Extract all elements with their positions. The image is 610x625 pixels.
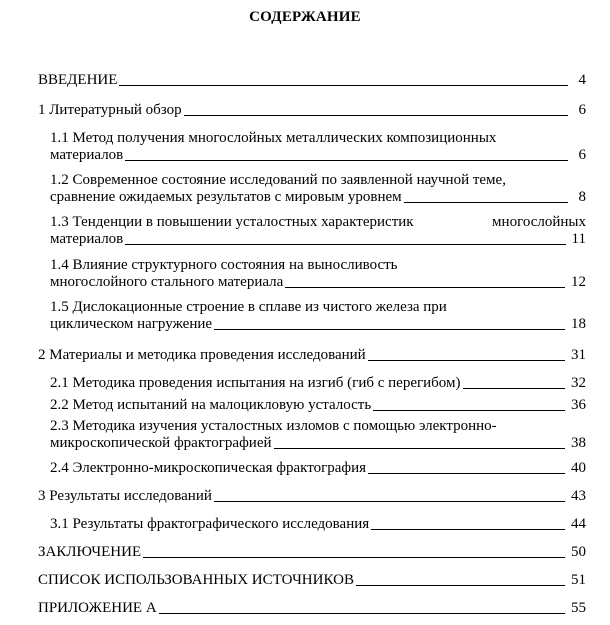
leader-line — [125, 244, 565, 245]
toc-page-number: 31 — [571, 347, 586, 363]
leader-line — [404, 202, 568, 203]
toc-page-number: 43 — [571, 488, 586, 504]
toc-entry-label: 1.1 Метод получения многослойных металлических композиционных — [50, 130, 497, 146]
toc-entry-label: 2.4 Электронно-микроскопическая фрактография — [50, 460, 367, 476]
toc-page-number: 51 — [571, 572, 586, 588]
leader-line — [119, 85, 568, 86]
toc-entry-label-cont: микроскопической фрактографией — [50, 435, 272, 451]
toc-entry-label: 2 Материалы и методика проведения исследований — [38, 347, 366, 363]
toc-entry-label: 1.5 Дислокационные строение в сплаве из чистого железа при — [50, 299, 447, 315]
toc-page-number: 12 — [571, 274, 586, 290]
toc-entry-label: 3 Результаты исследований — [38, 488, 212, 504]
toc-entry-label: 3.1 Результаты фрактографического исследования — [50, 516, 370, 532]
leader-line — [285, 287, 565, 288]
leader-line — [125, 160, 568, 161]
leader-line — [463, 388, 566, 389]
toc-entry-2-4[interactable] — [50, 460, 586, 477]
toc-page-number: 55 — [571, 600, 586, 616]
toc-entry-2-1[interactable] — [50, 375, 586, 392]
toc-page-number: 11 — [571, 231, 586, 247]
toc-entry-1-5[interactable] — [50, 299, 586, 333]
leader-line — [368, 360, 565, 361]
toc-entry-chapter-2[interactable] — [38, 347, 586, 364]
leader-line — [368, 473, 565, 474]
leader-line — [371, 529, 565, 530]
toc-entry-2-2[interactable] — [50, 397, 586, 414]
toc-entry-label-cont: многослойного стального материала — [50, 274, 284, 290]
leader-line — [159, 613, 565, 614]
toc-entry-label: ЗАКЛЮЧЕНИЕ — [38, 544, 142, 560]
toc-page-number: 40 — [571, 460, 586, 476]
toc-page-number: 18 — [571, 316, 586, 332]
toc-entry-appendix-a[interactable] — [38, 600, 586, 617]
toc-entry-label: ПРИЛОЖЕНИЕ А — [38, 600, 157, 616]
toc-page-number: 36 — [571, 397, 586, 413]
toc-entry-label: 1.2 Современное состояние исследований по заявленной научной теме, — [50, 172, 506, 188]
toc-entry-1-3[interactable] — [50, 214, 586, 248]
toc-entry-label: ВВЕДЕНИЕ — [38, 72, 118, 88]
toc-entry-references[interactable] — [38, 572, 586, 589]
toc-entry-label-cont: циклическом нагружение — [50, 316, 213, 332]
toc-entry-introduction[interactable] — [38, 72, 586, 89]
toc-entry-2-3[interactable] — [50, 418, 586, 452]
toc-entry-label: 1.4 Влияние структурного состояния на выносливость — [50, 257, 398, 273]
toc-entry-label: 2.2 Метод испытаний на малоцикловую усталость — [50, 397, 372, 413]
toc-entry-label-cont: сравнение ожидаемых результатов с мировым уровнем — [50, 189, 402, 205]
toc-entry-label-justified: многослойных — [492, 214, 586, 230]
toc-entry-label: 2.3 Методика изучения усталостных изломов с помощью электронно- — [50, 418, 497, 434]
leader-line — [214, 329, 565, 330]
toc-entry-label: СПИСОК ИСПОЛЬЗОВАННЫХ ИСТОЧНИКОВ — [38, 572, 354, 588]
toc-entry-3-1[interactable] — [50, 516, 586, 533]
toc-page-number: 38 — [571, 435, 586, 451]
toc-entry-label: 1.3 Тенденции в повышении усталостных характеристик — [50, 214, 414, 230]
page-title: СОДЕРЖАНИЕ — [249, 9, 361, 25]
toc-page-number: 6 — [578, 102, 586, 118]
toc-entry-label: 1 Литературный обзор — [38, 102, 182, 118]
leader-line — [184, 115, 568, 116]
toc-entry-1-2[interactable] — [50, 172, 586, 206]
toc-entry-1-4[interactable] — [50, 257, 586, 291]
toc-page-number: 4 — [578, 72, 586, 88]
leader-line — [143, 557, 565, 558]
toc-page-number: 44 — [571, 516, 586, 532]
leader-line — [214, 501, 565, 502]
leader-line — [373, 410, 565, 411]
toc-page-number: 6 — [578, 147, 586, 163]
leader-line — [274, 448, 565, 449]
leader-line — [356, 585, 565, 586]
toc-entry-1-1[interactable] — [50, 130, 586, 164]
toc-page-number: 32 — [571, 375, 586, 391]
toc-entry-conclusion[interactable] — [38, 544, 586, 561]
toc-entry-chapter-1[interactable] — [38, 102, 586, 119]
toc-entry-label-cont: материалов — [50, 147, 124, 163]
toc-page-number: 8 — [578, 189, 586, 205]
toc-entry-label-cont: материалов — [50, 231, 124, 247]
toc-page-number: 50 — [571, 544, 586, 560]
toc-entry-label: 2.1 Методика проведения испытания на изгиб (гиб с перегибом) — [50, 375, 461, 391]
toc-entry-chapter-3[interactable] — [38, 488, 586, 505]
